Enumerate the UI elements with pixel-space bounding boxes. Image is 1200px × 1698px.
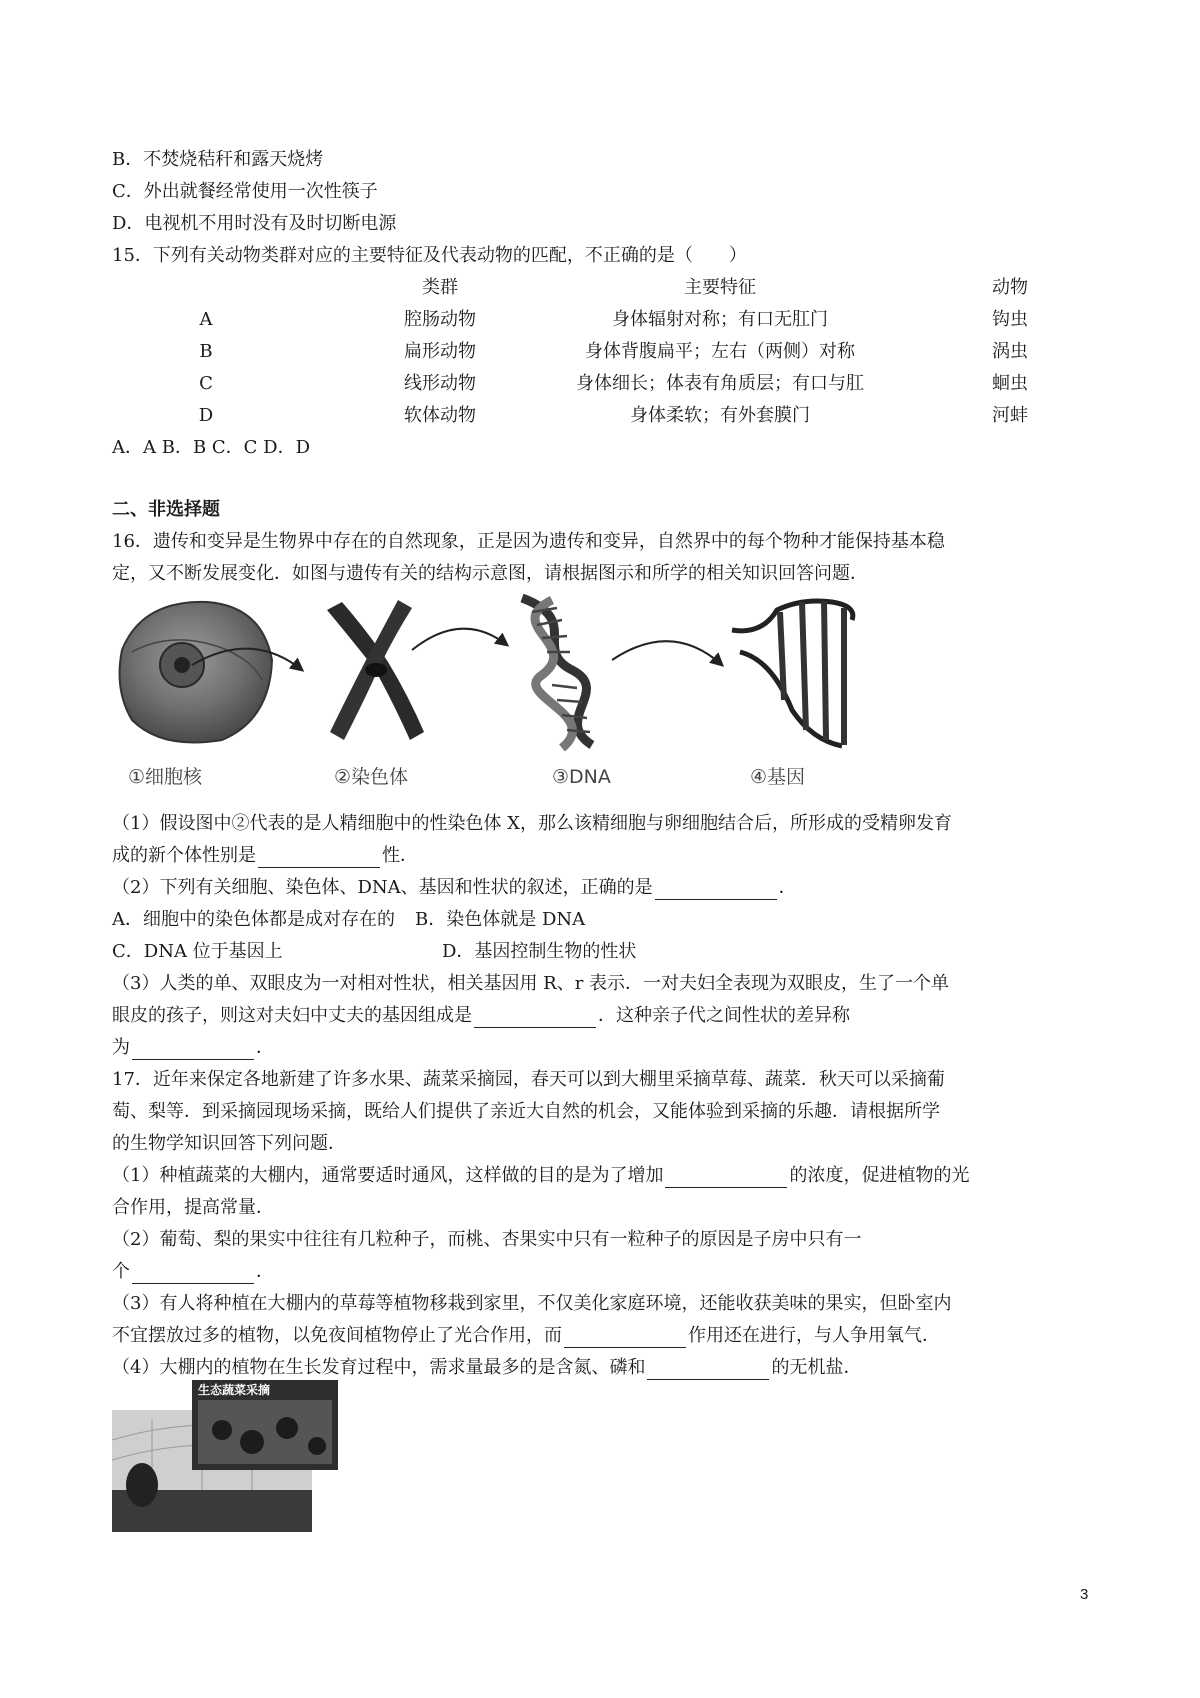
q17-part2-text: 个 (112, 1261, 130, 1282)
caption-dna: ③DNA (552, 766, 611, 788)
q17-part2-line2 (112, 1260, 274, 1284)
table-row-group: 线形动物 (404, 373, 476, 394)
heredity-diagram (112, 590, 932, 790)
q16-part3-text: 眼皮的孩子，则这对夫妇中丈夫的基因组成是 (112, 1005, 472, 1026)
q17-part4-text-end: 的无机盐． (771, 1357, 862, 1378)
q16-option-b: B．染色体就是 DNA (415, 909, 586, 930)
q16-option-c: C．DNA 位于基因上 (112, 941, 283, 962)
table-row-label: C (199, 373, 213, 394)
section-title: 二、非选择题 (112, 499, 220, 520)
arrow-icon (612, 641, 722, 665)
answer-blank[interactable] (665, 1167, 787, 1188)
table-row-label: D (198, 405, 214, 426)
table-row-feature: 身体细长；体表有角质层；有口与肛 (576, 373, 864, 394)
q16-part3-text-end: ．这种亲子代之间性状的差异称 (598, 1005, 850, 1026)
q16-part1-text-end: 性． (382, 845, 418, 866)
q14-option-d: D．电视机不用时没有及时切断电源 (112, 213, 397, 234)
q16-options-ab (112, 908, 585, 932)
q17-part3-text-end: 作用还在进行，与人争用氧气． (688, 1325, 940, 1346)
q16-part3-line3 (112, 1036, 274, 1060)
q16-part3-text-end: ． (256, 1037, 274, 1058)
caption-gene: ④基因 (750, 766, 806, 788)
cell-nucleus-illustration (120, 602, 272, 743)
answer-blank[interactable] (132, 1039, 254, 1060)
q15-stem: 15．下列有关动物类群对应的主要特征及代表动物的匹配，不正确的是（ ） (112, 245, 747, 266)
gene-segment-illustration (732, 601, 853, 746)
answer-blank[interactable] (655, 879, 777, 900)
q16-part1-line1: （1）假设图中②代表的是人精细胞中的性染色体 X，那么该精细胞与卵细胞结合后，所形成的受精卵发育 (112, 813, 952, 834)
caption-chromosome: ②染色体 (334, 766, 409, 788)
answer-blank[interactable] (647, 1359, 769, 1380)
q14-option-c: C．外出就餐经常使用一次性筷子 (112, 181, 378, 202)
table-row-animal: 涡虫 (992, 341, 1028, 362)
photo-caption: 生态蔬菜采摘 (198, 1383, 271, 1397)
table-header-animal: 动物 (992, 277, 1028, 298)
table-header-group: 类群 (422, 277, 458, 298)
q17-part2-text-end: ． (256, 1261, 274, 1282)
table-row-group: 软体动物 (404, 405, 476, 426)
q15-options: A．A B．B C．C D．D (112, 437, 311, 458)
greenhouse-photo-collage (112, 1380, 338, 1532)
q17-part1-line2: 合作用，提高常量． (112, 1197, 274, 1218)
answer-blank[interactable] (132, 1263, 254, 1284)
page-number: 3 (1080, 1586, 1089, 1603)
q16-option-a: A．细胞中的染色体都是成对存在的 (112, 909, 395, 930)
q16-stem-line2: 定，又不断发展变化．如图与遗传有关的结构示意图，请根据图示和所学的相关知识回答问题． (112, 563, 868, 584)
arrow-icon (412, 629, 507, 650)
answer-blank[interactable] (564, 1327, 686, 1348)
table-row-animal: 河蚌 (992, 405, 1028, 426)
answer-blank[interactable] (474, 1007, 596, 1028)
q17-stem-line2: 萄、梨等．到采摘园现场采摘，既给人们提供了亲近大自然的机会，又能体验到采摘的乐趣．请根据所学 (112, 1101, 940, 1122)
table-row-animal: 钩虫 (992, 309, 1028, 330)
q17-stem-line1: 17．近年来保定各地新建了许多水果、蔬菜采摘园，春天可以到大棚里采摘草莓、蔬菜．秋天可以采摘葡 (112, 1069, 945, 1090)
q17-stem-line3: 的生物学知识回答下列问题． (112, 1133, 346, 1154)
q16-part3-text: 为 (112, 1037, 130, 1058)
table-row-animal: 蛔虫 (992, 373, 1028, 394)
caption-nucleus: ①细胞核 (128, 766, 203, 788)
table-row-feature: 身体背腹扁平；左右（两侧）对称 (585, 341, 855, 362)
table-row-group: 扁形动物 (404, 341, 476, 362)
q16-part2 (112, 876, 797, 900)
q16-stem-line1: 16．遗传和变异是生物界中存在的自然现象，正是因为遗传和变异，自然界中的每个物种才能保持基本稳 (112, 531, 945, 552)
q16-part2-text-end: ． (778, 877, 797, 898)
q17-part4-text: （4）大棚内的植物在生长发育过程中，需求量最多的是含氮、磷和 (112, 1357, 646, 1378)
q16-part3-line2 (112, 1004, 850, 1028)
q16-part2-text: （2）下列有关细胞、染色体、DNA、基因和性状的叙述，正确的是 (112, 877, 653, 898)
q17-part3-line1: （3）有人将种植在大棚内的草莓等植物移栽到家里，不仅美化家庭环境，还能收获美味的果实，但卧室内 (112, 1293, 952, 1314)
q17-part1-text: （1）种植蔬菜的大棚内，通常要适时通风，这样做的目的是为了增加 (112, 1165, 664, 1186)
dna-helix-illustration (522, 598, 592, 748)
q17-part4 (112, 1356, 861, 1380)
q16-option-d: D．基因控制生物的性状 (442, 941, 637, 962)
q16-options-cd (112, 940, 636, 964)
q17-part3-text: 不宜摆放过多的植物，以免夜间植物停止了光合作用，而 (112, 1325, 562, 1346)
q17-part3-line2 (112, 1324, 940, 1348)
table-header-feature: 主要特征 (684, 277, 756, 298)
table-row-label: B (199, 341, 213, 362)
table-row-label: A (199, 309, 213, 330)
table-row-group: 腔肠动物 (404, 309, 476, 330)
heredity-structure-figure (112, 590, 932, 790)
q17-part1-text-end: 的浓度，促进植物的光 (789, 1165, 970, 1186)
q17-part1-line1 (112, 1164, 969, 1188)
q16-part3-line1: （3）人类的单、双眼皮为一对相对性状，相关基因用 R、r 表示．一对夫妇全表现为双眼皮，生了一个单 (112, 973, 950, 994)
chromosome-illustration (327, 600, 424, 740)
q14-option-b: B．不焚烧秸秆和露天烧烤 (112, 149, 324, 170)
table-row-feature: 身体柔软；有外套膜门 (630, 405, 810, 426)
greenhouse-photo (112, 1380, 338, 1532)
q17-part2-line1: （2）葡萄、梨的果实中往往有几粒种子，而桃、杏果实中只有一粒种子的原因是子房中只有一 (112, 1229, 862, 1250)
q16-part1-text: 成的新个体性别是 (112, 845, 256, 866)
table-row-feature: 身体辐射对称；有口无肛门 (612, 309, 828, 330)
answer-blank[interactable] (258, 847, 380, 868)
q16-part1-line2 (112, 844, 418, 868)
